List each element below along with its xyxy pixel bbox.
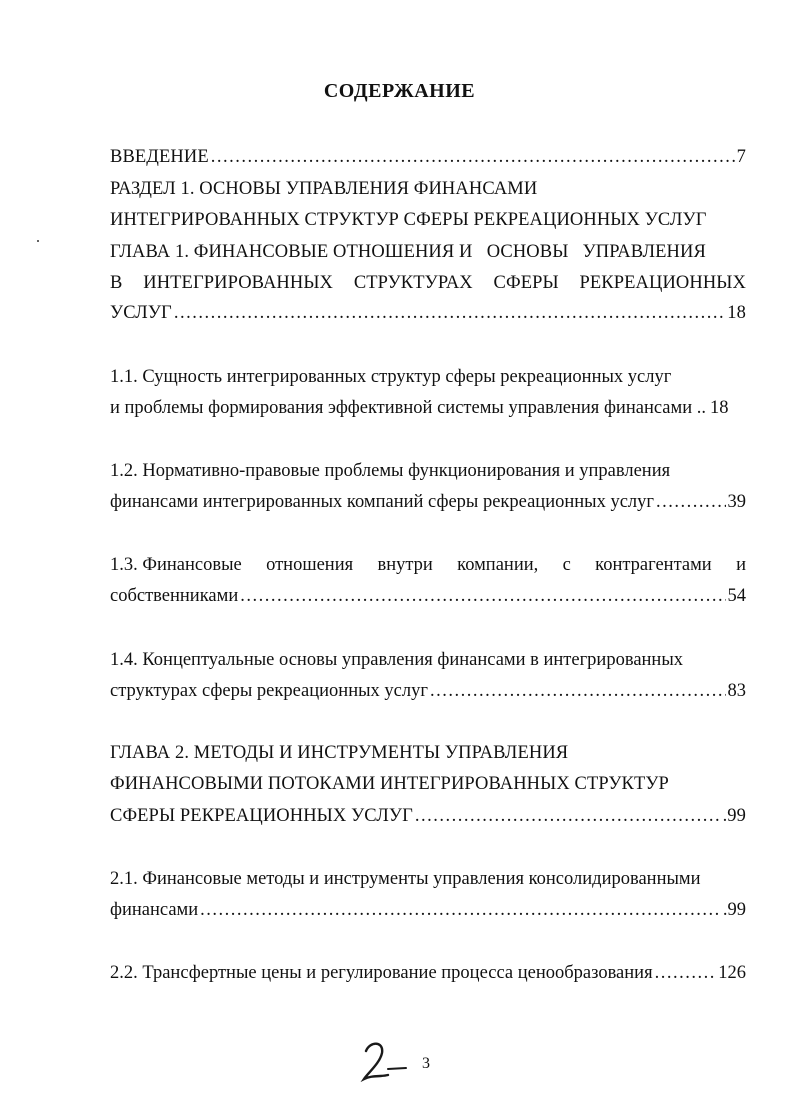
toc-entry-1-2-line1[interactable]: 1.2. Нормативно-правовые проблемы функционирования и управления: [110, 461, 671, 481]
word: ГЛАВА 1. ФИНАНСОВЫЕ ОТНОШЕНИЯ И: [110, 242, 473, 262]
toc-leader-dots: [415, 804, 721, 828]
toc-entry-1-2-line2[interactable]: [110, 490, 746, 514]
scan-speck: [37, 240, 39, 242]
toc-page-number: 39: [727, 492, 746, 512]
toc-entry-text: УСЛУГ: [110, 303, 172, 323]
toc-entry-text: финансами интегрированных компаний сферы рекреационных услуг: [110, 492, 654, 512]
toc-entry-text: ВВЕДЕНИЕ: [110, 147, 209, 167]
toc-entry-2-2[interactable]: [110, 961, 746, 985]
toc-leader-dots: [240, 584, 725, 608]
word: РЕКРЕАЦИОННЫХ: [579, 273, 746, 293]
toc-entry-text: собственниками: [110, 586, 239, 606]
toc-leader-dots: [200, 898, 721, 922]
toc-leader-dots: [656, 490, 726, 514]
toc-section1-line2[interactable]: ИНТЕГРИРОВАННЫХ СТРУКТУР СФЕРЫ РЕКРЕАЦИОННЫХ УСЛУГ: [110, 210, 707, 230]
toc-entry-2-1-line1[interactable]: 2.1. Финансовые методы и инструменты управления консолидированными: [110, 869, 701, 889]
toc-chapter1-line1[interactable]: [110, 240, 718, 264]
toc-entry-1-3-line2[interactable]: [110, 584, 746, 608]
word: УПРАВЛЕНИЯ: [582, 242, 706, 262]
toc-leader-dots: [430, 679, 726, 703]
toc-entry-text: и проблемы формирования эффективной системы управления финансами ..: [110, 398, 706, 418]
page-number: 3: [422, 1055, 430, 1072]
toc-chapter1-line2[interactable]: [110, 271, 746, 295]
toc-page-number: 7: [736, 147, 746, 167]
word: ИНТЕГРИРОВАННЫХ: [143, 273, 334, 293]
word: 1.3. Финансовые: [110, 555, 242, 575]
word: компании,: [457, 555, 539, 575]
word: контрагентами: [595, 555, 712, 575]
toc-chapter2-line3[interactable]: [110, 804, 746, 828]
toc-section1-line1[interactable]: РАЗДЕЛ 1. ОСНОВЫ УПРАВЛЕНИЯ ФИНАНСАМИ: [110, 179, 538, 199]
toc-page-number: 18: [727, 303, 746, 323]
toc-leader-dots: [174, 301, 725, 325]
toc-entry-2-1-line2[interactable]: [110, 898, 746, 922]
toc-page-number: 18: [709, 398, 729, 418]
toc-page-number: 126: [718, 963, 746, 983]
toc-chapter2-line1[interactable]: ГЛАВА 2. МЕТОДЫ И ИНСТРУМЕНТЫ УПРАВЛЕНИЯ: [110, 743, 569, 763]
toc-page-number: 83: [727, 681, 746, 701]
toc-entry-intro[interactable]: [110, 145, 746, 169]
page-title: СОДЕРЖАНИЕ: [323, 80, 476, 102]
toc-leader-dots: [211, 145, 735, 169]
toc-entry-1-3-line1[interactable]: [110, 553, 746, 577]
handwritten-mark-icon: [360, 1035, 410, 1085]
word: и: [736, 555, 746, 575]
toc-page-number: 54: [727, 586, 746, 606]
toc-entry-1-4-line2[interactable]: [110, 679, 746, 703]
toc-leader-dots: [655, 961, 717, 985]
word: ОСНОВЫ: [486, 242, 569, 262]
word: В: [110, 273, 123, 293]
toc-entry-text: структурах сферы рекреационных услуг: [110, 681, 428, 701]
word: СФЕРЫ: [493, 273, 559, 293]
toc-entry-text: 2.2. Трансфертные цены и регулирование процесса ценообразования: [110, 963, 653, 983]
toc-entry-text: финансами: [110, 900, 199, 920]
toc-chapter2-line2[interactable]: ФИНАНСОВЫМИ ПОТОКАМИ ИНТЕГРИРОВАННЫХ СТРУКТУР: [110, 774, 669, 794]
toc-entry-1-4-line1[interactable]: 1.4. Концептуальные основы управления финансами в интегрированных: [110, 650, 684, 670]
toc-page-number: .99: [722, 900, 746, 920]
toc-entry-1-1-line2[interactable]: [110, 396, 746, 420]
word: отношения: [266, 555, 354, 575]
toc-entry-text: СФЕРЫ РЕКРЕАЦИОННЫХ УСЛУГ: [110, 806, 413, 826]
word: с: [562, 555, 571, 575]
word: внутри: [377, 555, 433, 575]
toc-page-number: .99: [722, 806, 746, 826]
toc-entry-1-1-line1[interactable]: 1.1. Сущность интегрированных структур сферы рекреационных услуг: [110, 367, 672, 387]
toc-chapter1-line3[interactable]: [110, 301, 746, 325]
word: СТРУКТУРАХ: [353, 273, 473, 293]
